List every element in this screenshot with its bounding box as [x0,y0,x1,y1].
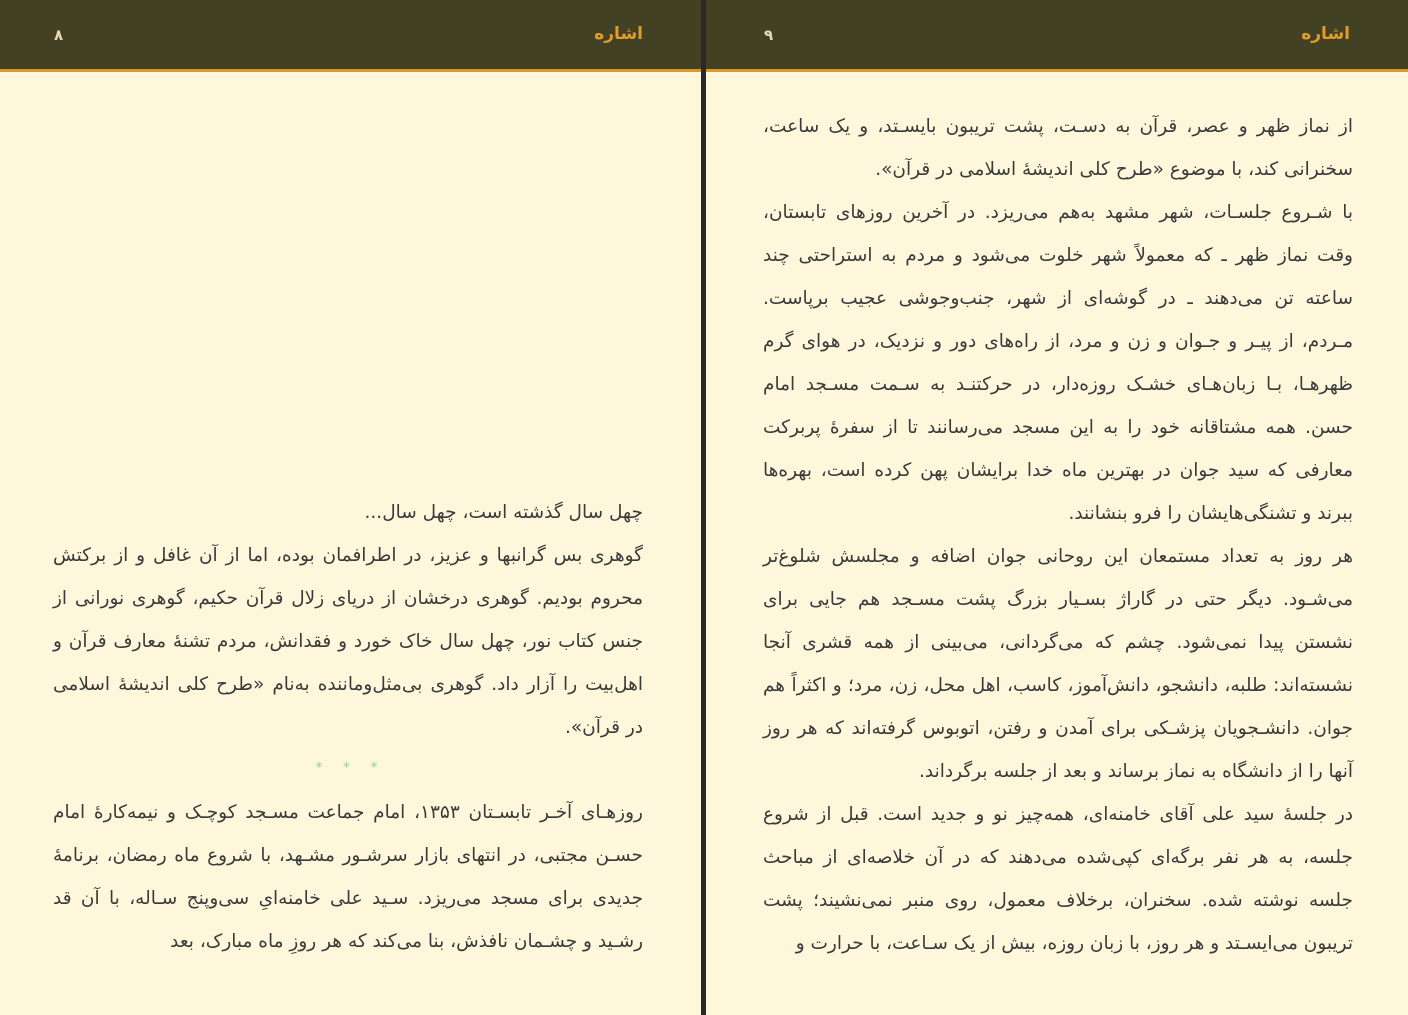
left-page-header [0,0,701,72]
right-page-header [706,0,1408,72]
left-header-title: اشاره [594,24,643,44]
left-body-bottom [53,791,643,963]
paragraph: هر روز به تعداد مستمعان این روحانی جوان اضافه و مجلسش شلوغ‌تر می‌شـود. دیگر حتی در گاراژ بسـیار بزرگ پشت مسـجد هم جایی برای نشستن پیدا نمی‌شود. چشم که می‌گردانی، می‌بینی از همه قشری آنجا نشسته‌اند: طلبه، دانشجو، دانش‌آموز، کاسب، اهل محل، زن، مرد؛ و اکثراً هم جوان. دانشـجویان پزشـکی برای آمدن و رفتن، اتوبوس گرفته‌اند که هر روز آنها را از دانشگاه به نماز برساند و بعد از جلسه برگرداند. [763,546,1353,782]
right-page-number: ۹ [764,26,774,44]
paragraph: چهل سال گذشته است، چهل سال... [364,502,643,523]
right-body [763,105,1353,965]
section-separator: * * * [315,760,386,776]
paragraph: گوهری بس گرانبها و عزیز، در اطرافمان بوده، اما از آن غافل و از برکتش محروم بودیم. گوهری درخشان از دریای زلال قرآن حکیم، گوهری نورانی از جنس کتاب نور، چهل سال خاک خورد و فقدانش، مردم تشنهٔ معارف قرآن و اهل‌بیت را آزار داد. گوهری بی‌مثل‌وماننده به‌نام «طرح کلی اندیشهٔ اسلامی در قرآن». [53,545,643,738]
right-page [706,0,1408,1015]
paragraph: با شـروع جلسـات، شهر مشهد به‌هم می‌ریزد. در آخرین روزهای تابستان، وقت نماز ظهر ـ که معمولاً شهر خلوت می‌شود و مردم به استراحتی چند ساعته تن می‌دهند ـ در گوشه‌ای از شهر، جنب‌وجوشی عجیب برپاست. مـردم، از پیـر و جـوان و زن و مرد، از راه‌های دور و نزدیک، در هوای گرم ظهرهـا، بـا زبان‌هـای خشـک روزه‌دار، در حرکتنـد به سـمت مسـجد امام حسن. همه مشتاقانه خود را به این مسجد می‌رسانند تا از سفرهٔ پربرکت معارفی که سید جوان در بهترین ماه خدا برایشان پهن کرده است، بهره‌ها ببرند و تشنگی‌هایشان را فرو بنشانند. [763,202,1353,524]
left-body-top [53,491,643,749]
right-header-title: اشاره [1301,24,1350,44]
paragraph: روزهـای آخـر تابسـتان ۱۳۵۳، امام جماعت مسـجد کوچـک و نیمه‌کارهٔ امام حسـن مجتبی، در انتهای بازار سرشـور مشـهد، با شروع ماه رمضان، برنامهٔ جدیدی برای مسجد می‌ریزد. سـید علی خامنه‌ایِ سی‌وپنج سـاله، با آن قد رشـید و چشـمان نافذش، بنا می‌کند که هر روزِ ماه مبارک، بعد [53,802,643,952]
paragraph: در جلسهٔ سید علی آقای خامنه‌ای، همه‌چیز نو و جدید است. قبل از شروع جلسه، به هر نفر برگه‌ای کپی‌شده می‌دهند که در آن خلاصه‌ای از مباحث جلسه نوشته شده. سخنران، برخلاف معمول، روی منبر نمی‌نشیند؛ پشت تریبون می‌ایسـتد و هر روز، با زبان روزه، بیش از یک سـاعت، با حرارت و [763,804,1353,954]
paragraph: از نماز ظهر و عصر، قرآن به دسـت، پشت تریبون بایسـتد، و یک ساعت، سخنرانی کند، با موضوع «طرح کلی اندیشهٔ اسلامی در قرآن». [763,116,1353,180]
left-page [0,0,701,1015]
left-page-number: ۸ [54,26,64,44]
